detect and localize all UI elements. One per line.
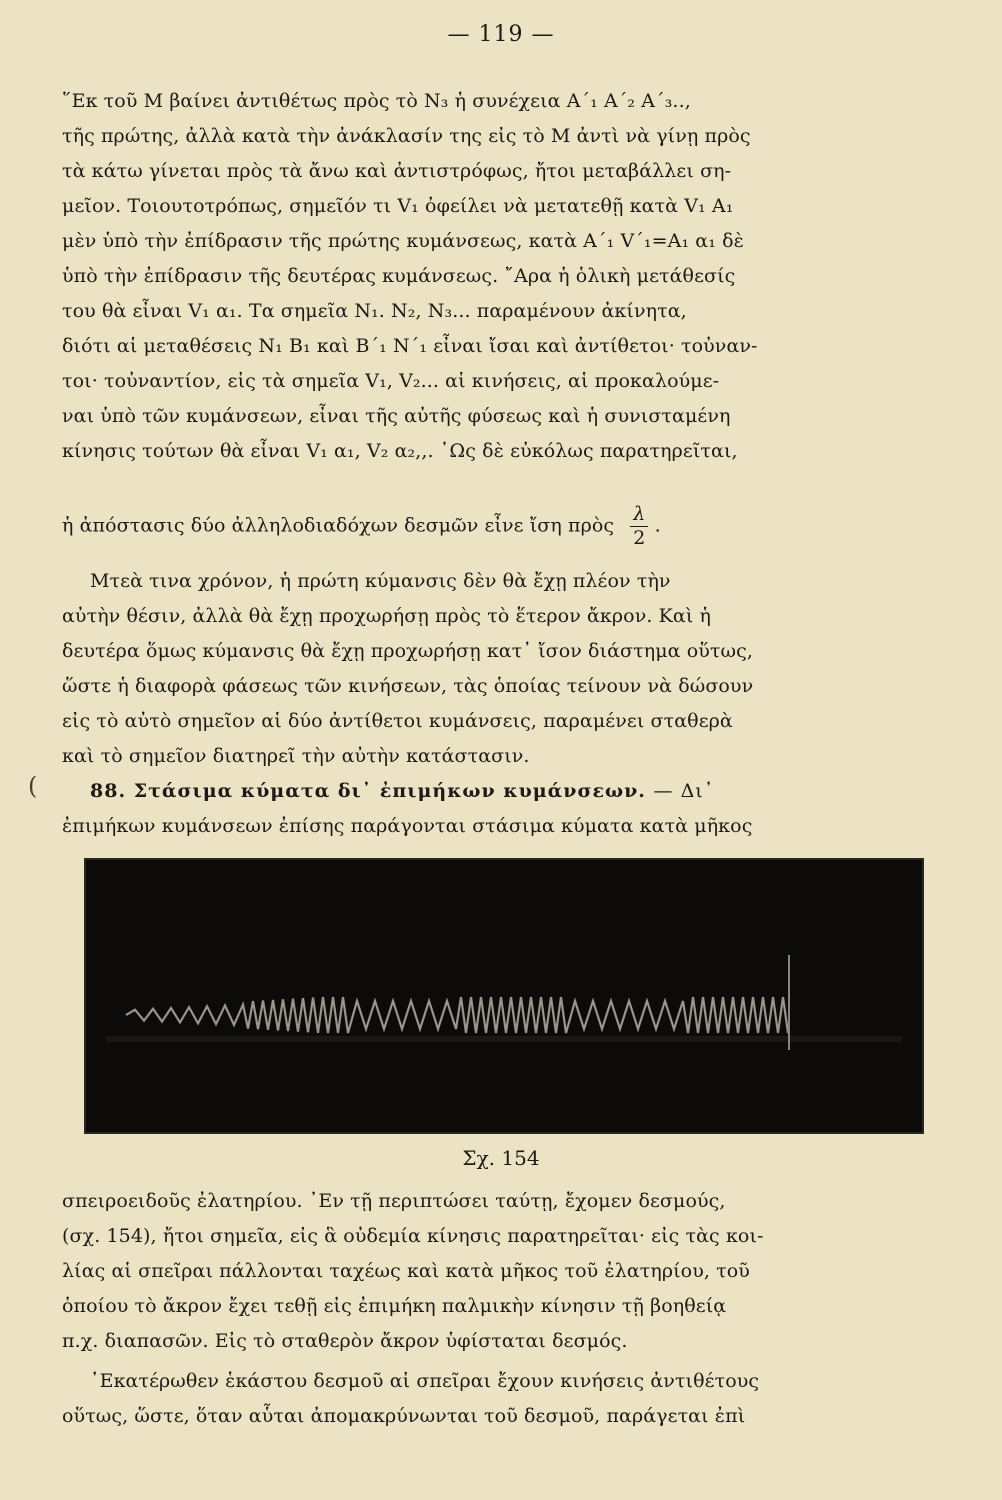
section-title: Στάσιμα κύματα δι᾿ ἐπιμήκων κυμάνσεων. xyxy=(133,780,646,802)
text-line: ὥστε ἡ διαφορὰ φάσεως τῶν κινήσεων, τὰς ὁποίας τείνουν νὰ δώσουν xyxy=(62,675,754,697)
text-line: ῾Εκατέρωθεν ἑκάστου δεσμοῦ αἱ σπεῖραι ἔχουν κινήσεις ἀντιθέτους xyxy=(90,1370,760,1392)
formula-fraction xyxy=(630,505,648,548)
formula-text: ἡ ἀπόστασις δύο ἀλληλοδιαδόχων δεσμῶν εἶνε ἴση πρὸς xyxy=(62,514,615,537)
figure-base xyxy=(106,1036,902,1042)
text-line: μεῖον. Τοιουτοτρόπως, σημεῖόν τι V₁ ὀφείλει νὰ μετατεθῇ κατὰ V₁ A₁ xyxy=(62,195,734,217)
text-line: ὑπὸ τὴν ἐπίδρασιν τῆς δευτέρας κυμάνσεως. ῎Αρα ἡ ὁλικὴ μετάθεσίς xyxy=(62,265,736,287)
formula-period: . xyxy=(654,514,661,537)
section-heading xyxy=(90,780,912,802)
text-line: εἰς τὸ αὐτὸ σημεῖον αἱ δύο ἀντίθετοι κυμάνσεις, παραμένει σταθερὰ xyxy=(62,710,733,732)
text-line: ὁποίου τὸ ἄκρον ἔχει τεθῇ εἰς ἐπιμήκη παλμικὴν κίνησιν τῇ βοηθείᾳ xyxy=(62,1295,727,1317)
section-number: 88. xyxy=(90,780,127,802)
heading-continuation: — Δι᾿ xyxy=(653,780,715,802)
fraction-denominator: 2 xyxy=(633,527,646,549)
text-line: καὶ τὸ σημεῖον διατηρεῖ τὴν αὐτὴν κατάστασιν. xyxy=(62,745,530,767)
text-line: διότι αἱ μεταθέσεις Ν₁ Β₁ καὶ Β΄₁ Ν΄₁ εἶναι ἴσαι καὶ ἀντίθετοι· τοὐναν- xyxy=(62,335,758,357)
text-line: τοι· τοὐναντίον, εἰς τὰ σημεῖα V₁, V₂... αἱ κινήσεις, αἱ προκαλούμε- xyxy=(62,370,720,392)
text-line: τῆς πρώτης, ἀλλὰ κατὰ τὴν ἀνάκλασίν της εἰς τὸ Μ ἀντὶ νὰ γίνῃ πρὸς xyxy=(62,125,751,147)
margin-mark: ( xyxy=(28,772,38,800)
text-line: αὐτὴν θέσιν, ἀλλὰ θὰ ἔχῃ προχωρήσῃ πρὸς τὸ ἕτερον ἄκρον. Καὶ ἡ xyxy=(62,605,712,627)
text-line: δευτέρα ὅμως κύμανσις θὰ ἔχῃ προχωρήσῃ κατ᾿ ἴσον διάστημα οὕτως, xyxy=(62,640,754,662)
page-number: — 119 — xyxy=(447,22,555,47)
text-line: τὰ κάτω γίνεται πρὸς τὰ ἄνω καὶ ἀντιστρόφως, ἤτοι μεταβάλλει ση- xyxy=(62,160,732,182)
text-line: Μτεὰ τινα χρόνον, ἡ πρώτη κύμανσις δὲν θὰ ἔχῃ πλέον τὴν xyxy=(90,570,671,592)
formula-line xyxy=(62,505,661,548)
text-line: οὕτως, ὥστε, ὅταν αὗται ἀπομακρύνωνται τοῦ δεσμοῦ, παράγεται ἐπὶ xyxy=(62,1405,746,1427)
text-line: ἐπιμήκων κυμάνσεων ἐπίσης παράγονται στάσιμα κύματα κατὰ μῆκος xyxy=(62,815,753,837)
text-line: μὲν ὑπὸ τὴν ἐπίδρασιν τῆς πρώτης κυμάνσεως, κατὰ Α΄₁ V΄₁=A₁ α₁ δὲ xyxy=(62,230,744,252)
text-line: λίας αἱ σπεῖραι πάλλονται ταχέως καὶ κατὰ μῆκος τοῦ ἐλατηρίου, τοῦ xyxy=(62,1260,750,1282)
fraction-numerator: λ xyxy=(630,505,648,527)
text-line: του θὰ εἶναι V₁ α₁. Τα σημεῖα Ν₁. Ν₂, Ν₃... παραμένουν ἀκίνητα, xyxy=(62,300,687,322)
text-line: (σχ. 154), ἤτοι σημεῖα, εἰς ἃ οὐδεμία κίνησις παρατηρεῖται· εἰς τὰς κοι- xyxy=(62,1225,764,1247)
text-line: σπειροειδοῦς ἐλατηρίου. ᾿Εν τῇ περιπτώσει ταύτῃ, ἔχομεν δεσμούς, xyxy=(62,1190,726,1212)
figure-background xyxy=(86,860,922,1132)
spring-coil-image xyxy=(86,860,922,1132)
text-line: κίνησις τούτων θὰ εἶναι V₁ α₁, V₂ α₂,,. ῾Ως δὲ εὐκόλως παρατηρεῖται, xyxy=(62,440,738,462)
text-line: π.χ. διαπασῶν. Εἰς τὸ σταθερὸν ἄκρον ὑφίσταται δεσμός. xyxy=(62,1330,628,1352)
text-line: ῞Εκ τοῦ Μ βαίνει ἀντιθέτως πρὸς τὸ Ν₃ ἡ συνέχεια Α΄₁ Α΄₂ Α΄₃.., xyxy=(62,90,691,112)
figure-caption: Σχ. 154 xyxy=(462,1146,540,1170)
text-line: ναι ὑπὸ τῶν κυμάνσεων, εἶναι τῆς αὐτῆς φύσεως καὶ ἡ συνισταμένη xyxy=(62,405,731,427)
spring-photograph xyxy=(84,858,924,1134)
